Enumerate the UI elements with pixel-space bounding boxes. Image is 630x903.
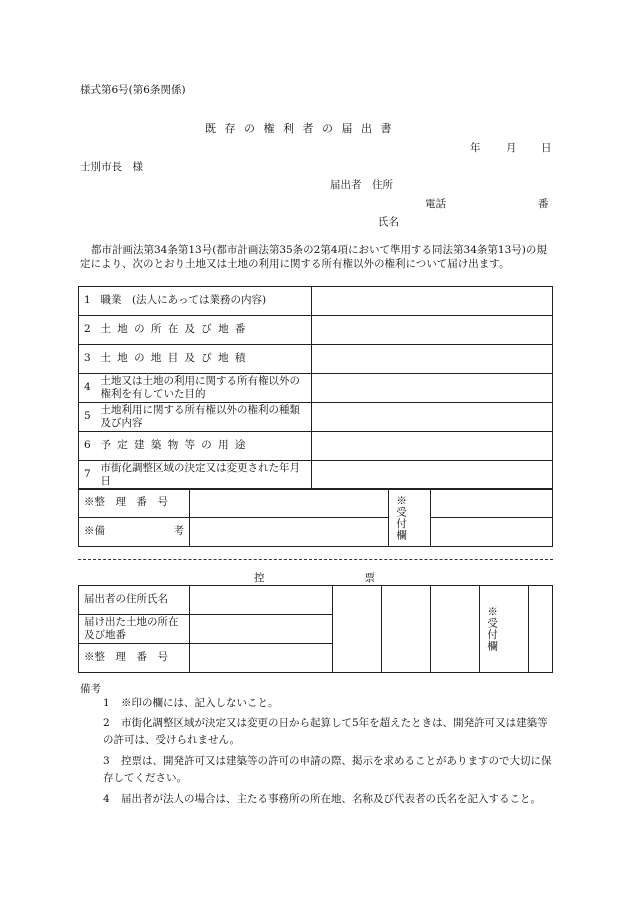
row-label: 土地又は土地の利用に関する所有権以外の権利を有していた目的 — [99, 374, 312, 403]
row-number: 1 — [79, 287, 99, 316]
ref-number-label: ※整 理 番 号 — [79, 489, 190, 518]
note-item — [103, 715, 553, 750]
notes-title: 備考 — [80, 683, 101, 695]
form-title: 既存の権利者の届出書 — [205, 122, 400, 135]
date-year: 年 — [470, 142, 481, 154]
copy-land-field[interactable] — [190, 615, 333, 644]
row-value-field[interactable] — [312, 432, 553, 461]
filer-name-label: 氏名 — [378, 216, 399, 228]
remarks-field[interactable] — [190, 518, 389, 547]
note-item — [103, 753, 553, 788]
row-label: 土地の地目及び地積 — [99, 345, 312, 374]
copy-receipt-label-cell — [480, 586, 529, 673]
row-value-field[interactable] — [312, 316, 553, 345]
row-number: 5 — [79, 403, 99, 432]
copy-receipt-field[interactable] — [529, 586, 553, 673]
remarks-label: ※備 — [84, 525, 105, 538]
form-number: 様式第6号(第6条関係) — [80, 84, 186, 96]
row-number: 7 — [79, 461, 99, 490]
row-number: 4 — [79, 374, 99, 403]
note-text: 届出者が法人の場合は、主たる事務所の所在地、名称及び代表者の氏名を記入すること。 — [121, 793, 541, 805]
receipt-field-1[interactable] — [431, 489, 553, 518]
copy-title-left: 控 — [254, 572, 265, 584]
receipt-label: ※受付欄 — [395, 494, 408, 541]
row-value-field[interactable] — [312, 461, 553, 490]
ref-number-field[interactable] — [190, 489, 389, 518]
copy-name-addr-field[interactable] — [190, 586, 333, 615]
phone-suffix: 番 — [538, 198, 549, 210]
date-day: 日 — [541, 142, 552, 154]
note-number: 1 — [103, 697, 110, 709]
note-number: 2 — [103, 717, 110, 729]
copy-blank-2[interactable] — [382, 586, 431, 673]
note-number: 3 — [103, 755, 110, 767]
row-number: 6 — [79, 432, 99, 461]
receipt-field-2[interactable] — [431, 518, 553, 547]
remarks-label-cell — [79, 518, 190, 547]
copy-land-label: 届け出た土地の所在及び地番 — [79, 615, 190, 644]
row-label: 土地の所在及び地番 — [99, 316, 312, 345]
copy-title-right: 票 — [364, 572, 375, 584]
filer-address-label: 届出者 住所 — [330, 179, 393, 191]
copy-blank-1[interactable] — [333, 586, 382, 673]
phone-label: 電話 — [425, 198, 446, 210]
cut-line — [78, 559, 553, 560]
note-number: 4 — [103, 793, 110, 805]
copy-ref-number-field[interactable] — [190, 644, 333, 673]
copy-name-addr-label: 届出者の住所氏名 — [79, 586, 190, 615]
note-item — [103, 791, 553, 808]
remarks-label-end: 考 — [173, 525, 184, 538]
copy-slip-table — [78, 585, 553, 673]
row-value-field[interactable] — [312, 374, 553, 403]
copy-slip-title — [254, 570, 375, 585]
note-text: 市街化調整区域が決定又は変更の日から起算して5年を超えたときは、開発許可又は建築等の許可は、受けられません。 — [103, 717, 548, 747]
notification-table — [78, 286, 553, 490]
note-item — [103, 695, 553, 712]
row-number: 3 — [79, 345, 99, 374]
copy-ref-number-label: ※整 理 番 号 — [79, 644, 190, 673]
row-value-field[interactable] — [312, 345, 553, 374]
row-label: 職業 (法人にあっては業務の内容) — [99, 287, 312, 316]
row-number: 2 — [79, 316, 99, 345]
row-label: 市街化調整区域の決定又は変更された年月日 — [99, 461, 312, 490]
row-label: 予定建築物等の用途 — [99, 432, 312, 461]
copy-receipt-label: ※受付欄 — [486, 606, 499, 652]
receipt-label-cell — [389, 489, 431, 547]
note-text: 控票は、開発許可又は建築等の許可の申請の際、掲示を求めることがありますので大切に保存してください。 — [103, 755, 552, 785]
note-text: ※印の欄には、記入しないこと。 — [121, 697, 279, 709]
row-label: 土地利用に関する所有権以外の権利の種類及び内容 — [99, 403, 312, 432]
row-value-field[interactable] — [312, 287, 553, 316]
copy-blank-3[interactable] — [431, 586, 480, 673]
office-use-table — [78, 488, 553, 547]
date-month: 月 — [506, 142, 517, 154]
body-statement: 都市計画法第34条第13号(都市計画法第35条の2第4項において準用する同法第34条第13号)の規定により、次のとおり土地又は土地の利用に関する所有権以外の権利について届け出ます。 — [80, 244, 547, 270]
row-value-field[interactable] — [312, 403, 553, 432]
addressee: 士別市長 様 — [80, 161, 143, 173]
